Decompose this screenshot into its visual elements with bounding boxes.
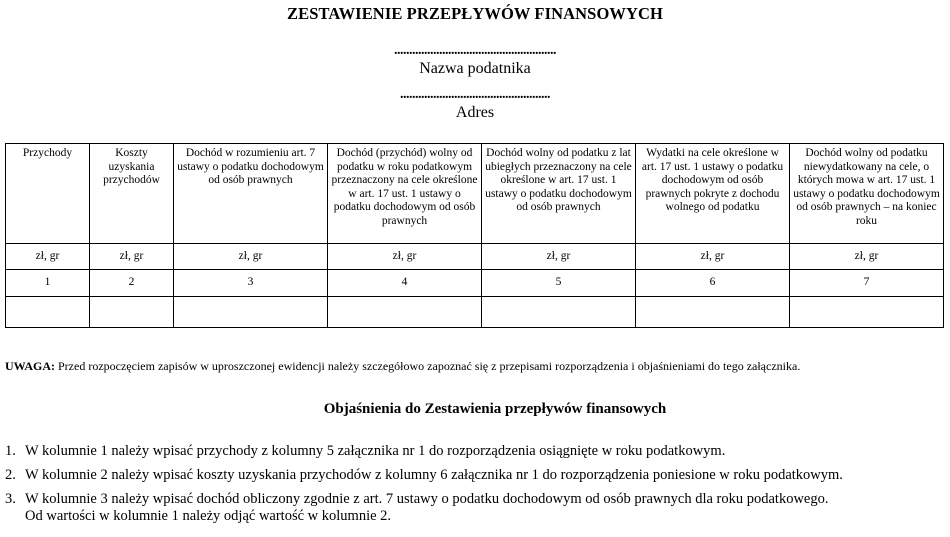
list-item — [5, 443, 940, 460]
item-text-continuation: Od wartości w kolumnie 1 należy odjąć wartość w kolumnie 2. — [25, 508, 392, 524]
table-header-row — [6, 144, 944, 244]
column-number: 4 — [328, 270, 482, 297]
column-header: Koszty uzyskania przychodów — [90, 144, 174, 244]
column-number: 5 — [482, 270, 636, 297]
column-header: Przychody — [6, 144, 90, 244]
unit-cell: zł, gr — [6, 244, 90, 270]
entry-cell[interactable] — [90, 297, 174, 328]
column-header: Dochód wolny od podatku z lat ubiegłych przeznaczony na cele określone w art. 17 ust. 1 ustawy o podatku dochodowym od osób prawnych — [482, 144, 636, 244]
explanations-list — [5, 443, 940, 532]
entry-cell[interactable] — [482, 297, 636, 328]
unit-cell: zł, gr — [174, 244, 328, 270]
entry-cell[interactable] — [328, 297, 482, 328]
item-number: 3. — [5, 491, 16, 507]
explanations-title: Objaśnienia do Zestawienia przepływów finansowych — [323, 401, 667, 417]
taxpayer-name-dots: ...................................................... — [394, 43, 556, 58]
financial-flows-table — [5, 143, 944, 328]
warning-label: UWAGA: — [5, 359, 55, 373]
unit-cell: zł, gr — [328, 244, 482, 270]
entry-cell[interactable] — [636, 297, 790, 328]
entry-cell[interactable] — [790, 297, 944, 328]
address-label: Adres — [455, 104, 495, 121]
column-header: Dochód wolny od podatku niewydatkowany na cele, o których mowa w art. 17 ust. 1 ustawy o podatku dochodowym od osób prawnych – na koniec roku — [790, 144, 944, 244]
warning-text: Przed rozpoczęciem zapisów w uproszczonej ewidencji należy szczegółowo zapoznać się z przepisami rozporządzenia i objaśnieniami do tego załącznika. — [55, 359, 801, 373]
unit-cell: zł, gr — [790, 244, 944, 270]
item-text: W kolumnie 2 należy wpisać koszty uzyskania przychodów z kolumny 6 załącznika nr 1 do rozporządzenia poniesione w roku podatkowym. — [25, 467, 843, 483]
empty-entry-row — [6, 297, 944, 328]
unit-cell: zł, gr — [482, 244, 636, 270]
entry-cell[interactable] — [6, 297, 90, 328]
item-text: W kolumnie 1 należy wpisać przychody z kolumny 5 załącznika nr 1 do rozporządzenia osiągnięte w roku podatkowym. — [25, 443, 726, 459]
item-text: W kolumnie 3 należy wpisać dochód obliczony zgodnie z art. 7 ustawy o podatku dochodowym od osób prawnych dla roku podatkowego. — [25, 491, 829, 507]
taxpayer-name-label: Nazwa podatnika — [419, 60, 531, 77]
list-item — [5, 467, 940, 484]
item-number: 2. — [5, 467, 16, 483]
entry-cell[interactable] — [174, 297, 328, 328]
column-number: 3 — [174, 270, 328, 297]
column-number: 6 — [636, 270, 790, 297]
column-header: Dochód w rozumieniu art. 7 ustawy o podatku dochodowym od osób prawnych — [174, 144, 328, 244]
unit-cell: zł, gr — [90, 244, 174, 270]
item-number: 1. — [5, 443, 16, 459]
address-dots: .................................................. — [400, 87, 550, 102]
units-row — [6, 244, 944, 270]
list-item — [5, 491, 940, 525]
column-number: 2 — [90, 270, 174, 297]
document-title: ZESTAWIENIE PRZEPŁYWÓW FINANSOWYCH — [287, 4, 663, 23]
column-number: 7 — [790, 270, 944, 297]
warning-note — [5, 359, 945, 374]
column-number: 1 — [6, 270, 90, 297]
unit-cell: zł, gr — [636, 244, 790, 270]
column-header: Dochód (przychód) wolny od podatku w roku podatkowym przeznaczony na cele określone w art. 17 ust. 1 ustawy o podatku dochodowym od osób prawnych — [328, 144, 482, 244]
column-numbers-row — [6, 270, 944, 297]
column-header: Wydatki na cele określone w art. 17 ust. 1 ustawy o podatku dochodowym od osób prawnych pokryte z dochodu wolnego od podatku — [636, 144, 790, 244]
